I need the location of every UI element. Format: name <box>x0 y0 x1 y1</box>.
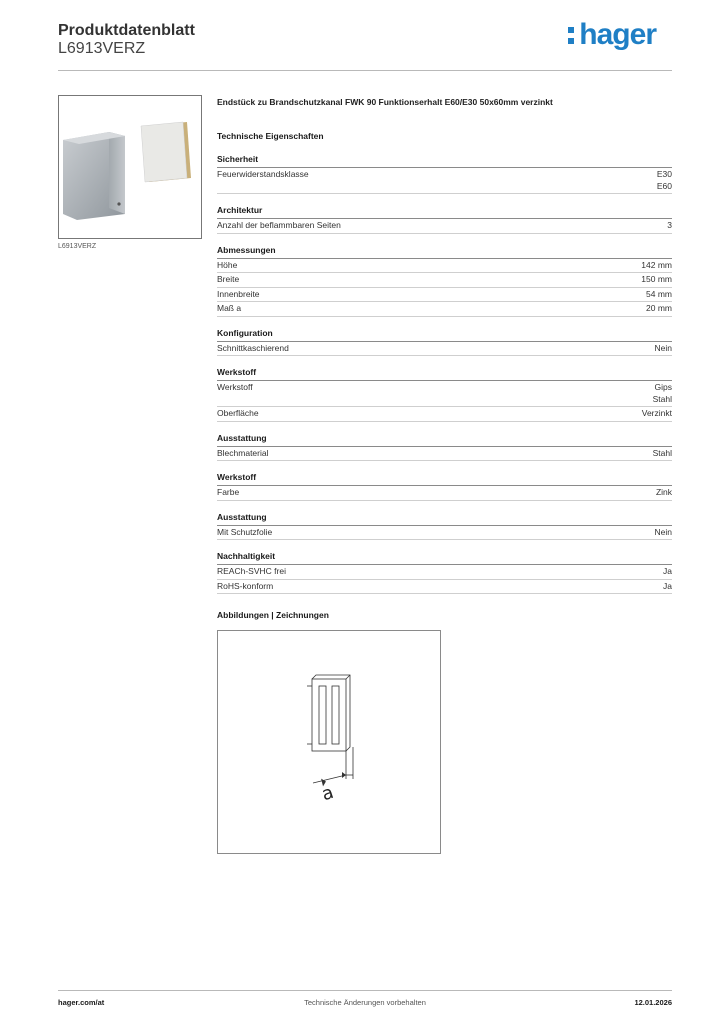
photo-caption: L6913VERZ <box>58 243 97 250</box>
property-row <box>217 486 672 501</box>
property-values <box>663 581 672 593</box>
page-footer <box>58 990 672 1011</box>
property-row <box>217 168 672 194</box>
property-group <box>217 152 672 194</box>
property-label: Breite <box>217 274 240 284</box>
page-header <box>58 18 672 71</box>
property-label: Anzahl der beflammbaren Seiten <box>217 220 341 230</box>
property-value: 54 mm <box>646 288 672 299</box>
properties-list <box>217 152 672 594</box>
property-row <box>217 447 672 462</box>
dimension-label: a <box>319 781 337 806</box>
technical-drawing <box>217 630 441 854</box>
document-title: Produktdatenblatt <box>58 22 195 39</box>
property-row <box>217 302 672 317</box>
property-label: RoHS-konform <box>217 580 274 591</box>
property-value: Stahl <box>652 393 672 404</box>
property-value: 150 mm <box>641 274 672 284</box>
property-value: 3 <box>667 220 672 230</box>
property-group-title: Konfiguration <box>217 326 672 342</box>
property-values <box>655 527 672 539</box>
product-photo <box>58 95 202 239</box>
property-row <box>217 288 672 303</box>
property-value: Ja <box>663 580 672 591</box>
property-values <box>656 487 672 499</box>
product-photo-image <box>59 96 201 238</box>
property-values <box>653 382 672 405</box>
property-group-title: Architektur <box>217 203 672 219</box>
property-value: Nein <box>654 526 672 537</box>
property-value: Stahl <box>652 447 672 458</box>
property-group <box>217 203 672 234</box>
property-values <box>655 343 672 355</box>
property-label: Höhe <box>217 259 238 270</box>
property-group <box>217 549 672 594</box>
property-row <box>217 259 672 274</box>
property-row <box>217 580 672 595</box>
property-row <box>217 565 672 580</box>
technical-properties-title: Technische Eigenschaften <box>217 131 324 141</box>
property-label: Maß a <box>217 303 242 313</box>
product-details <box>217 95 672 594</box>
property-values <box>667 220 672 232</box>
property-label: Blechmaterial <box>217 447 269 458</box>
logo-dots-icon <box>568 27 574 47</box>
property-group <box>217 470 672 501</box>
hager-logo <box>579 18 656 52</box>
property-group <box>217 365 672 422</box>
property-group <box>217 431 672 462</box>
logo-text: hager <box>579 18 656 51</box>
property-values <box>642 408 672 420</box>
property-group-title: Ausstattung <box>217 431 672 447</box>
property-values <box>663 566 672 578</box>
property-row <box>217 342 672 357</box>
property-group <box>217 243 672 317</box>
property-value: Nein <box>654 342 672 353</box>
technical-drawing-image <box>218 631 440 853</box>
property-group-title: Sicherheit <box>217 152 672 168</box>
footer-website: hager.com/at <box>58 998 105 1007</box>
property-row <box>217 219 672 234</box>
property-label: Farbe <box>217 487 240 497</box>
property-value: E60 <box>656 180 672 191</box>
property-group-title: Abmessungen <box>217 243 672 259</box>
property-label: REACh-SVHC frei <box>217 566 286 576</box>
property-value: Verzinkt <box>641 408 672 418</box>
property-values <box>646 303 672 315</box>
property-values <box>641 274 672 286</box>
property-value: Ja <box>663 566 672 576</box>
property-value: Gips <box>654 382 672 392</box>
property-value: Zink <box>655 487 672 497</box>
property-row <box>217 407 672 422</box>
property-label: Oberfläche <box>217 408 259 418</box>
property-row <box>217 273 672 288</box>
property-group-title: Nachhaltigkeit <box>217 549 672 565</box>
property-group <box>217 326 672 357</box>
property-label: Werkstoff <box>217 382 253 392</box>
footer-date: 12.01.2026 <box>634 998 672 1007</box>
property-label: Innenbreite <box>217 288 260 299</box>
property-value: 142 mm <box>641 259 672 270</box>
product-description: Endstück zu Brandschutzkanal FWK 90 Funktionserhalt E60/E30 50x60mm verzinkt <box>217 97 553 107</box>
property-group <box>217 510 672 541</box>
property-value: 20 mm <box>646 303 672 313</box>
property-group-title: Werkstoff <box>217 365 672 381</box>
footer-disclaimer: Technische Änderungen vorbehalten <box>304 998 426 1007</box>
product-code: L6913VERZ <box>58 40 146 57</box>
property-values <box>657 169 672 192</box>
property-values <box>641 260 672 272</box>
property-label: Feuerwiderstandsklasse <box>217 169 309 179</box>
property-group-title: Werkstoff <box>217 470 672 486</box>
property-values <box>646 289 672 301</box>
property-row <box>217 381 672 407</box>
figures-title: Abbildungen | Zeichnungen <box>217 610 329 620</box>
property-label: Schnittkaschierend <box>217 342 289 353</box>
property-label: Mit Schutzfolie <box>217 526 273 537</box>
property-row <box>217 526 672 541</box>
property-group-title: Ausstattung <box>217 510 672 526</box>
property-value: E30 <box>656 169 672 179</box>
property-values <box>653 448 672 460</box>
